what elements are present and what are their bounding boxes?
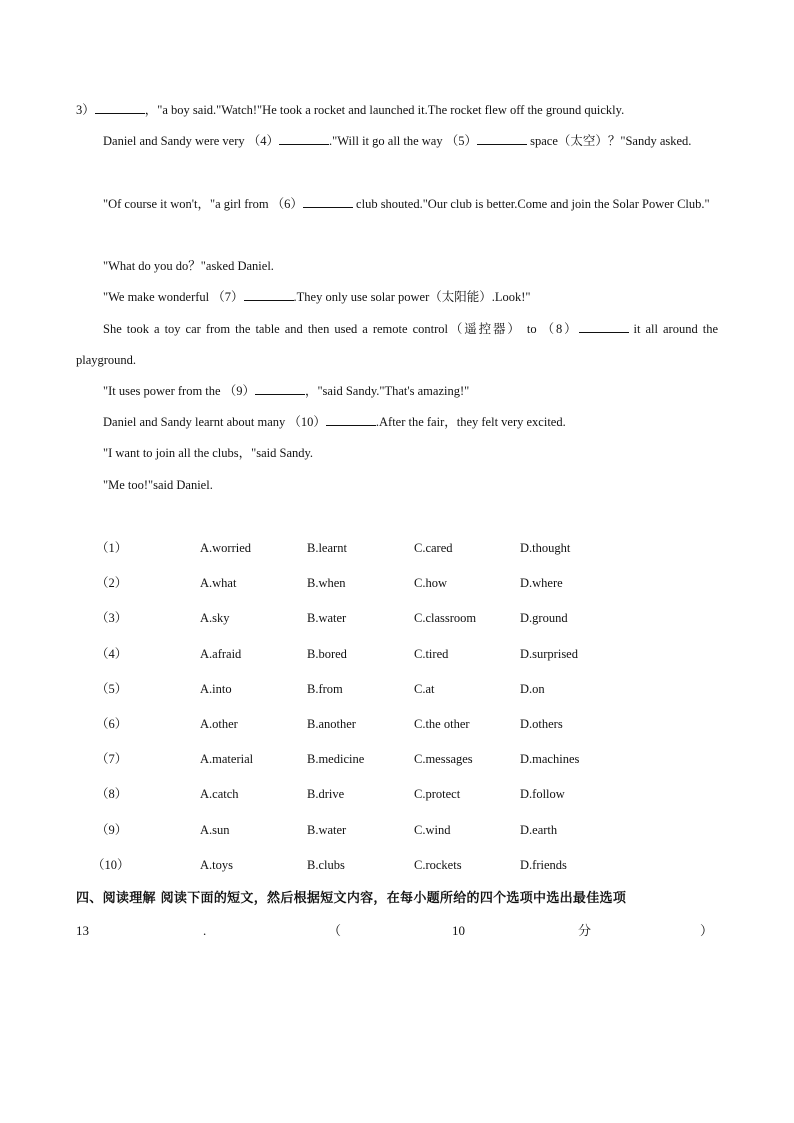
option-b: B.water <box>307 611 347 626</box>
option-row-9 <box>96 815 716 850</box>
option-d: D.machines <box>520 752 580 767</box>
option-d: D.where <box>520 576 563 591</box>
text-run: "I want to join all the clubs，"said Sandy. <box>103 446 314 460</box>
score-points: 10 <box>452 923 465 938</box>
text-run: "It uses power from the （9） <box>103 384 255 398</box>
option-a: A.material <box>200 752 254 767</box>
option-a: A.other <box>200 716 238 731</box>
question-dot: . <box>203 923 207 938</box>
option-a: A.sun <box>200 822 230 837</box>
score-open-paren: （ <box>328 923 342 938</box>
question-number: （7） <box>96 752 128 767</box>
answer-blank-4 <box>279 132 329 145</box>
text-run: She took a toy car from the table and then used a remote control（遥控器） to （8） <box>103 322 579 336</box>
option-a: A.what <box>200 576 237 591</box>
question-number: 13 <box>76 923 89 938</box>
option-row-3 <box>96 603 716 638</box>
answer-options-table <box>92 533 716 885</box>
passage-paragraph-7 <box>76 282 718 313</box>
option-a: A.worried <box>200 541 252 555</box>
text-run: space（太空）？"Sandy asked. <box>526 134 692 148</box>
text-run: "Me too!"said Daniel. <box>103 478 213 492</box>
answer-blank-9 <box>255 382 305 395</box>
text-run: Daniel and Sandy learnt about many （10） <box>103 415 326 429</box>
option-b: B.clubs <box>307 857 345 872</box>
option-b: B.learnt <box>307 541 347 555</box>
option-c: C.messages <box>414 752 473 767</box>
option-b: B.when <box>307 576 346 591</box>
question-score-line <box>76 915 718 946</box>
passage-line-3 <box>76 95 718 126</box>
option-a: A.catch <box>200 787 239 802</box>
option-a: A.into <box>200 681 232 696</box>
question-number: （2） <box>96 576 128 591</box>
text-run: "What do you do？"asked Daniel. <box>103 259 274 273</box>
option-d: D.thought <box>520 541 571 555</box>
option-a: A.afraid <box>200 646 242 661</box>
option-row-5 <box>96 674 716 709</box>
option-c: C.the other <box>414 716 470 731</box>
option-d: D.ground <box>520 611 568 626</box>
option-c: C.rockets <box>414 857 462 872</box>
score-close-paren: ） <box>700 923 714 938</box>
answer-blank-6 <box>303 195 353 208</box>
option-a: A.toys <box>200 857 233 872</box>
option-d: D.earth <box>520 822 558 837</box>
question-number: （8） <box>96 787 128 802</box>
question-number: （1） <box>96 541 128 555</box>
text-run: 3） <box>76 103 95 117</box>
passage-paragraph-8 <box>76 314 718 376</box>
option-d: D.others <box>520 716 563 731</box>
option-d: D.friends <box>520 857 567 872</box>
option-c: C.cared <box>414 541 453 555</box>
option-b: B.medicine <box>307 752 365 767</box>
passage-paragraph-daniel <box>76 470 718 501</box>
text-run: club shouted."Our club is better.Come and join the Solar Power Club." <box>352 197 710 211</box>
option-d: D.follow <box>520 787 565 802</box>
passage-paragraph-10 <box>76 407 718 438</box>
option-c: C.how <box>414 576 447 591</box>
text-run: "We make wonderful （7） <box>103 290 244 304</box>
passage-paragraph-question <box>76 251 718 282</box>
option-c: C.at <box>414 681 435 696</box>
option-b: B.bored <box>307 646 347 661</box>
text-run: ."Will it go all the way （5） <box>329 134 477 148</box>
option-d: D.on <box>520 681 545 696</box>
option-c: C.tired <box>414 646 449 661</box>
answer-blank-5 <box>477 132 527 145</box>
text-run: Daniel and Sandy were very （4） <box>103 134 279 148</box>
option-row-1 <box>96 533 716 568</box>
text-run: it all around the playground. <box>76 322 719 367</box>
section-title: 四、阅读理解 阅读下面的短文，然后根据短文内容，在每小题所给的四个选项中选出最佳选项 <box>76 891 627 906</box>
question-number: （5） <box>96 681 128 696</box>
option-row-10 <box>92 850 716 885</box>
text-run: .After the fair，they felt very excited. <box>375 415 566 429</box>
question-number: （9） <box>96 822 128 837</box>
option-c: C.protect <box>414 787 461 802</box>
passage-paragraph-6 <box>76 189 718 220</box>
option-b: B.drive <box>307 787 345 802</box>
option-row-4 <box>96 639 716 674</box>
option-b: B.from <box>307 681 343 696</box>
option-a: A.sky <box>200 611 230 626</box>
option-b: B.another <box>307 716 356 731</box>
answer-blank-3 <box>95 101 145 114</box>
question-number: （3） <box>96 611 128 626</box>
option-row-2 <box>96 568 716 603</box>
text-run: "Of course it won't，"a girl from （6） <box>103 197 303 211</box>
option-row-7 <box>96 744 716 779</box>
answer-blank-7 <box>244 288 294 301</box>
answer-blank-8 <box>579 320 629 333</box>
option-d: D.surprised <box>520 646 578 661</box>
option-c: C.classroom <box>414 611 477 626</box>
text-run: .They only use solar power（太阳能）.Look!" <box>293 290 531 304</box>
passage-paragraph-4-5 <box>76 126 718 157</box>
question-number: （10） <box>92 857 130 872</box>
text-run: ，"a boy said."Watch!"He took a rocket and launched it.The rocket flew off the ground quickly. <box>144 103 625 117</box>
option-row-6 <box>96 709 716 744</box>
option-c: C.wind <box>414 822 451 837</box>
answer-blank-10 <box>326 413 376 426</box>
question-number: （6） <box>96 716 128 731</box>
option-row-8 <box>96 779 716 814</box>
passage-paragraph-sandy <box>76 438 718 469</box>
text-run: ，"said Sandy."That's amazing!" <box>304 384 470 398</box>
score-unit: 分 <box>578 923 592 938</box>
option-b: B.water <box>307 822 347 837</box>
passage-paragraph-9 <box>76 376 718 407</box>
question-number: （4） <box>96 646 128 661</box>
